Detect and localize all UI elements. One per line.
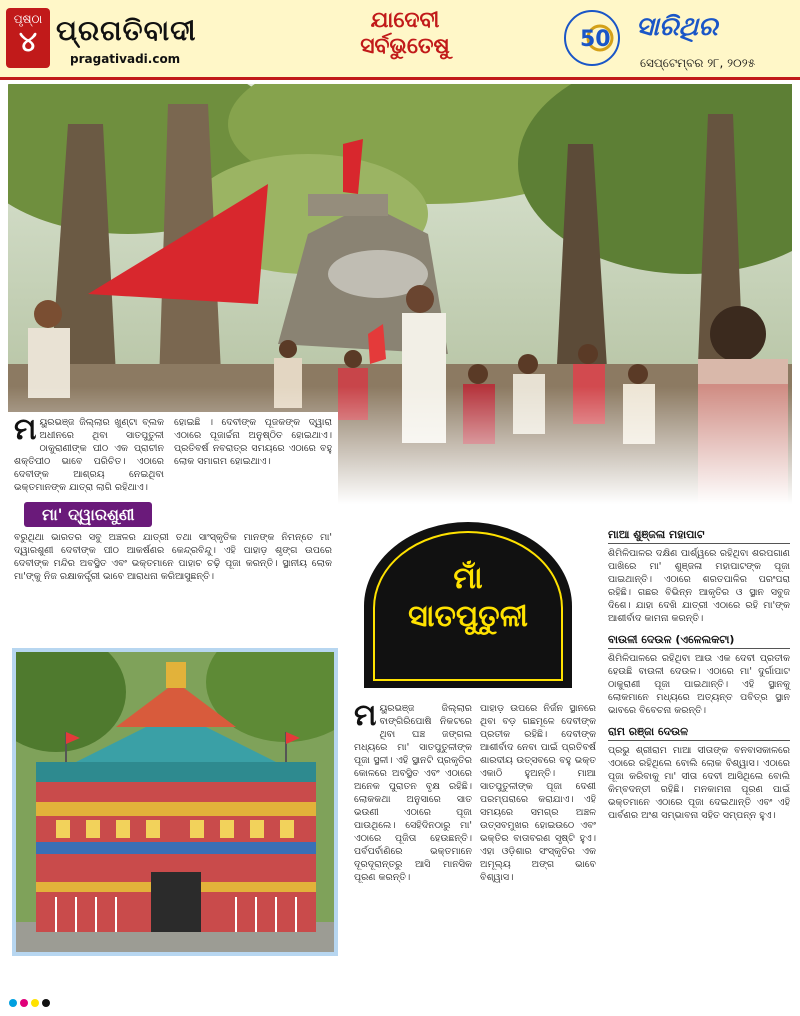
- issue-date: ସେପ୍ଟେମ୍ବର ୨୮, ୨୦୨୫: [640, 56, 756, 70]
- section-body-ramaranja: ପ୍ରଭୁ ଶ୍ରୀରାମ ମାଆ ସୀତାଙ୍କ ବନବାସକାଳରେ ଏଠାରେ ରହିଥିଲେ ବୋଲି ଲୋକ ବିଶ୍ୱାସ। ଏଠାରେ ପୂଜା କରିବାକୁ ମା' ସୀତା ଦେବୀ ଆସିଥିଲେ ବୋଲି କିମ୍ବଦନ୍ତୀ ରହିଛି। ମନକାମନା ପୂରଣ ପାଇଁ ଭକ୍ତମାନେ ଏଠାରେ ପୂଜା ଦେଇଥାନ୍ତି ଏବଂ ଏହି ପାର୍ବଣର ଅଂଶ ସମ୍ଭାବନା ସହିତ ସମ୍ପନ୍ନ ହୁଏ।: [608, 745, 790, 821]
- slogan-line2: ସର୍ବଭୁତେଷୁ: [360, 34, 450, 59]
- section-body-shunjala: ଶିମିଳିପାଳର ଦକ୍ଷିଣ ପାର୍ଶ୍ୱରେ ରହିଥିବା ଶରପଗାଣ ପାଖିରେ ମା' ଶୁଞ୍ଜଳା ମହାପାଟଙ୍କ ପୂଜା ପାଇଥାନ୍ତି। ଏଠାରେ ଶରତପାଳିର ପରଂପରା ରହିଛି। ଗଛର ବିଭିନ୍ନ ଆକୃତିର ଓ ସ୍ଥାନ ସବୁଜ ଦିଶେ। ଯାହା ଦେଖି ଯାତ୍ରୀ ଏଠାରେ ରହି ମା'ଙ୍କ ଆଶୀର୍ବାଦ କାମନା କରନ୍ତି।: [608, 548, 790, 624]
- section-heading-ramaranja: ରାମ ରଞ୍ଜା ଦେଉଳ: [608, 725, 790, 741]
- anniversary-logo-icon: [562, 8, 622, 68]
- slogan: [290, 8, 520, 60]
- newspaper-brand: ପ୍ରଗତିବାଦୀ: [56, 14, 197, 47]
- middle-article-col1: [354, 702, 472, 992]
- middle-col1-text: ୟୁରଭଞ୍ଜ ଜିଲ୍ଲାର ବାଙ୍ଗିରିପୋଷି ନିକଟରେ ଥିବା ଘଞ୍ଚ ଜଙ୍ଗଲ ମଧ୍ୟରେ ମା' ସାତପୁତୁଳୀଙ୍କ ପୂଜା ସ୍ଥଳୀ। ଏହି ସ୍ଥାନଟି ପ୍ରକୃତିର କୋଳରେ ଅବସ୍ଥିତ ଏବଂ ଏଠାରେ ଅନେକ ପୁରାତନ ବୃକ୍ଷ ରହିଛି। ଲୋକକଥା ଅନୁସାରେ ସାତ ଭଉଣୀ ଏଠାରେ ପୂଜା ପାଉଥିଲେ। ସେହିଦିନଠାରୁ ମା' ଏଠାରେ ପୂଜିତା ହେଉଛନ୍ତି। ପର୍ବପର୍ବାଣିରେ ଭକ୍ତମାନେ ଦୂରଦୂରାନ୍ତରୁ ଆସି ମାନସିକ ପୂରଣ କରନ୍ତି।: [354, 703, 472, 883]
- middle-article: [350, 700, 600, 995]
- middle-article-col2: ପାହାଡ଼ ଉପରେ ନିର୍ଜନ ସ୍ଥାନରେ ଥିବା ବଡ଼ ଗଛମୂଳେ ଦେବୀଙ୍କ ପ୍ରତୀକ ରହିଛି। ଦେବୀଙ୍କ ଆଶୀର୍ବାଦ ନେବା ପାଇଁ ପ୍ରତିବର୍ଷ ଶାରଦୀୟ ଉତ୍ସବରେ ବହୁ ଭକ୍ତ ଏକାଠି ହୁଅନ୍ତି। ମାଆ ସାତପୁତୁଳୀଙ୍କ ପୂଜା ଦେଶୀ ପରମ୍ପରାରେ କରାଯାଏ। ଏହି ସମୟରେ ସମଗ୍ର ଅଞ୍ଚଳ ଉତ୍ସବମୁଖର ହୋଇଉଠେ ଏବଂ ଭକ୍ତିର ବାତାବରଣ ସୃଷ୍ଟି ହୁଏ। ଏହା ଓଡ଼ିଶାର ସଂସ୍କୃତିର ଏକ ଅମୂଲ୍ୟ ଅଙ୍ଗ ଭାବେ ବିଶ୍ୱାସ।: [480, 703, 596, 883]
- page-number-tag: [6, 8, 50, 68]
- left-article-para1: [14, 416, 164, 496]
- section-heading-shunjala: ମାଆ ଶୁଞ୍ଜଳା ମହାପାଟ: [608, 528, 790, 544]
- brand-url: pragativadi.com: [70, 52, 181, 66]
- title-line1: ମାଁ: [453, 561, 483, 596]
- dropcap: ମ: [14, 416, 37, 447]
- page-number: ୪: [19, 25, 37, 58]
- left-article: [8, 412, 338, 648]
- supplement-title: ସାରିଥିର: [636, 12, 718, 42]
- temple-photo: [12, 648, 338, 956]
- left-article-para2: ହୋଇଛି । ଦେବୀଙ୍କ ପୂଜକଙ୍କ ଦ୍ୱାରା ଏଠାରେ ପୂଜାର୍ଚ୍ଚନା ଅନୁଷ୍ଠିତ ହୋଇଥାଏ। ପ୍ରତିବର୍ଷ ନବରାତ୍ର ସମୟରେ ଏଠାରେ ବହୁ ଲୋକ ସମାଗମ ହୋଇଥାଏ।: [174, 417, 332, 467]
- slogan-line1: ଯାଦେବୀ: [370, 8, 440, 33]
- dropcap-middle: ମ: [354, 702, 377, 733]
- page-label: ପୃଷ୍ଠା: [13, 12, 43, 26]
- masthead: [0, 0, 800, 80]
- title-line2: ସାତପୁତୁଳୀ: [408, 599, 528, 634]
- logo-number: 50: [580, 27, 611, 52]
- section-title-dwarashuni: ମା' ଦ୍ୱାରଶୁଣୀ: [24, 502, 152, 527]
- section-heading-bauli: ବାଉଳୀ ଦେଉଳ (ଏଳେଲକଟା): [608, 633, 790, 649]
- right-sidebar: [604, 520, 794, 998]
- section-body-bauli: ଶିମିଳିପାଳରେ ରହିଥିବା ଆଉ ଏକ ଦେବୀ ପ୍ରତୀକ ହେଉଛି ବାଉଳୀ ଦେଉଳ। ଏଠାରେ ମା' ଦୁର୍ଗାପାଟ ଠାକୁରାଣୀ ପୂଜା ପାଇଥାନ୍ତି। ଏହି ସ୍ଥାନକୁ ଲୋକମାନେ ମଧ୍ୟରେ ଅତ୍ୟନ୍ତ ପବିତ୍ର ସ୍ଥାନ ଭାବରେ ବିବେଚନା କରନ୍ତି।: [608, 653, 790, 716]
- article-title: [376, 560, 560, 636]
- print-registration-marks-icon: [8, 998, 68, 1008]
- para1-text: ୟୁରଭଞ୍ଜ ଜିଲ୍ଲାର ଖୁଣ୍ଟା ବ୍ଲକ ଅଧୀନରେ ଥିବା ସାତପୁତୁଳୀ ଠାକୁରାଣୀଙ୍କ ପୀଠ ଏକ ପ୍ରାଚୀନ ଶକ୍ତିପୀଠ ଭାବେ ପରିଚିତ। ଏଠାରେ ଦେବୀଙ୍କ ଆଶ୍ରୟ ନେଇଥିବା ଭକ୍ତମାନଙ୍କ ଯାତ୍ରା ଲାଗି ରହିଥାଏ।: [14, 417, 164, 493]
- left-article-para3: ବରୁଥିଥା ଭାରତର ସବୁ ଅଞ୍ଚଳର ଯାତ୍ରୀ ତଥା ସାଂସ୍କୃତିକ ମାନଙ୍କ ନିମନ୍ତେ ମା' ଦ୍ୱାରଶୁଣୀ ଦେବୀଙ୍କ ପୀଠ ଆକର୍ଷଣର କେନ୍ଦ୍ରବିନ୍ଦୁ। ଏହି ପାହାଡ଼ ଶୃଙ୍ଗ ଉପରେ ଦେବୀଙ୍କ ମନ୍ଦିର ଅବସ୍ଥିତ ଏବଂ ଭକ୍ତମାନେ ପାହାଚ ଚଢ଼ି ପୂଜା କରନ୍ତି। ସ୍ଥାନୀୟ ଲୋକ ମା'ଙ୍କୁ ନିଜ ରକ୍ଷାକର୍ତ୍ତ୍ରୀ ଭାବେ ଆରାଧନା କରିଆସୁଛନ୍ତି।: [14, 532, 332, 582]
